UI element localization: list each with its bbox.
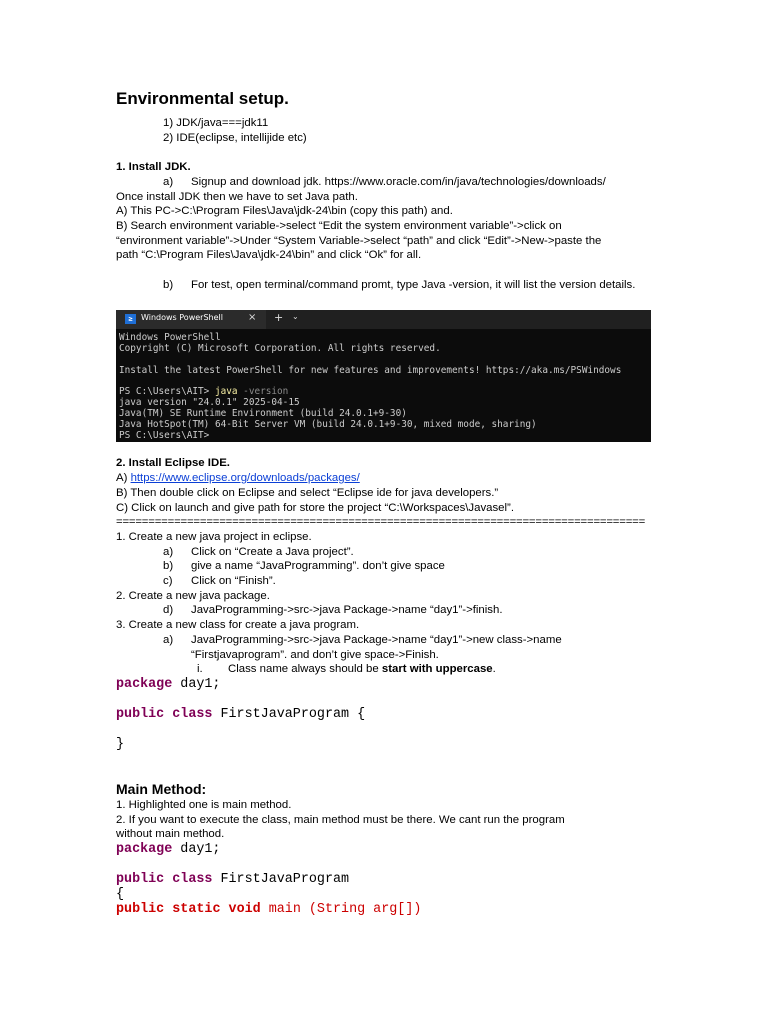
list-label: b) bbox=[163, 278, 174, 291]
paragraph-line: B) Then double click on Eclipse and select “Eclipse ide for java developers.” bbox=[116, 486, 499, 499]
step-heading: 3. Create a new class for create a java program. bbox=[116, 619, 360, 632]
list-item bbox=[116, 662, 656, 677]
code-text: FirstJavaProgram bbox=[212, 872, 350, 888]
list-item bbox=[116, 545, 656, 560]
code-text: main (String arg[]) bbox=[260, 902, 422, 918]
code-text: day1; bbox=[172, 676, 221, 692]
intro-item: 2) IDE(eclipse, intellijide etc) bbox=[163, 131, 307, 144]
code-block bbox=[116, 842, 656, 917]
list-label: b) bbox=[163, 560, 174, 573]
terminal-line: java version "24.0.1" 2025-04-15 bbox=[119, 397, 300, 409]
terminal-line: Java(TM) SE Runtime Environment (build 24.0.1+9-30) bbox=[119, 407, 407, 419]
paragraph-line bbox=[116, 471, 656, 486]
list-text: Click on “Finish”. bbox=[191, 575, 276, 588]
paragraph-line: B) Search environment variable->select “Edit the system environment variable”->click on bbox=[116, 219, 562, 232]
terminal-tab[interactable] bbox=[116, 310, 266, 329]
section-heading-eclipse: 2. Install Eclipse IDE. bbox=[116, 457, 230, 470]
code-line: { bbox=[116, 887, 125, 903]
list-label: c) bbox=[163, 575, 173, 588]
terminal-screenshot bbox=[116, 310, 651, 442]
list-label: i. bbox=[197, 663, 203, 676]
code-text: day1; bbox=[172, 842, 221, 858]
list-label: a) bbox=[163, 545, 174, 558]
list-item bbox=[116, 559, 656, 574]
step-heading: 1. Create a new java project in eclipse. bbox=[116, 530, 312, 543]
list-label: d) bbox=[163, 604, 174, 617]
close-icon[interactable]: × bbox=[248, 312, 257, 324]
list-item-continued: “Firstjavaprogram”. and don’t give space->Finish. bbox=[191, 648, 439, 661]
chevron-down-icon[interactable]: ⌄ bbox=[292, 312, 299, 322]
page-title: Environmental setup. bbox=[116, 89, 289, 108]
list-text: Signup and download jdk. https://www.oracle.com/in/java/technologies/downloads/ bbox=[191, 175, 606, 188]
terminal-prompt: PS C:\Users\AIT> bbox=[119, 429, 210, 441]
list-item bbox=[116, 574, 656, 589]
paragraph-line: without main method. bbox=[116, 828, 225, 841]
paragraph-line: Once install JDK then we have to set Java path. bbox=[116, 190, 358, 203]
terminal-line: Java HotSpot(TM) 64-Bit Server VM (build 24.0.1+9-30, mixed mode, sharing) bbox=[119, 418, 537, 430]
paragraph-line: C) Click on launch and give path for store the project “C:\Workspaces\Javasel”. bbox=[116, 501, 515, 514]
code-keyword: class bbox=[172, 872, 213, 888]
section-heading-main-method: Main Method: bbox=[116, 780, 207, 797]
code-line-main-method bbox=[116, 902, 656, 917]
code-block bbox=[116, 677, 656, 752]
list-item bbox=[116, 633, 656, 648]
list-text: JavaProgramming->src->java Package->name “day1”->finish. bbox=[191, 604, 503, 617]
list-item bbox=[116, 603, 656, 618]
list-text: Class name always should be bbox=[228, 663, 382, 676]
code-line bbox=[116, 677, 656, 692]
code-line: } bbox=[116, 736, 125, 752]
terminal-tab-title: Windows PowerShell bbox=[141, 313, 223, 323]
terminal-command: java bbox=[214, 386, 238, 398]
emphasis-text: start with uppercase bbox=[381, 663, 493, 676]
list-text: For test, open terminal/command promt, type Java -version, it will list the version details. bbox=[191, 278, 636, 291]
code-text: FirstJavaProgram { bbox=[212, 706, 366, 722]
code-line bbox=[116, 842, 656, 857]
list-text: JavaProgramming->src->java Package->name “day1”->new class->name bbox=[191, 633, 562, 646]
paragraph-line: A) This PC->C:\Program Files\Java\jdk-24\bin (copy this path) and. bbox=[116, 205, 453, 218]
list-text: give a name “JavaProgramming”. don’t give space bbox=[191, 560, 445, 573]
list-text: . bbox=[492, 663, 496, 676]
document-page bbox=[116, 88, 656, 917]
code-keyword: public bbox=[116, 706, 165, 722]
list-text: Click on “Create a Java project”. bbox=[191, 545, 354, 558]
terminal-tab-bar bbox=[116, 310, 651, 329]
paragraph-line: path “C:\Program Files\Java\jdk-24\bin” and click “Ok” for all. bbox=[116, 249, 422, 262]
terminal-line: Windows PowerShell bbox=[119, 332, 221, 344]
terminal-prompt: PS C:\Users\AIT> bbox=[119, 386, 215, 398]
eclipse-download-link[interactable]: https://www.eclipse.org/downloads/packages/ bbox=[130, 472, 360, 485]
list-label: A) bbox=[116, 472, 131, 485]
terminal-output bbox=[116, 329, 651, 441]
code-line bbox=[116, 872, 656, 887]
code-keyword: class bbox=[172, 706, 213, 722]
section-heading-jdk: 1. Install JDK. bbox=[116, 161, 191, 174]
paragraph-line: “environment variable”->Under “System Variable->select “path” and click “Edit”->New->paste the bbox=[116, 234, 602, 247]
code-line bbox=[116, 707, 656, 722]
code-keyword: public bbox=[116, 872, 165, 888]
powershell-icon: ≥ bbox=[125, 314, 136, 324]
intro-item: 1) JDK/java===jdk11 bbox=[163, 117, 269, 129]
list-label: a) bbox=[163, 175, 174, 188]
paragraph-line: 1. Highlighted one is main method. bbox=[116, 798, 292, 811]
paragraph-line: 2. If you want to execute the class, main method must be there. We cant run the program bbox=[116, 813, 565, 826]
code-keyword: package bbox=[116, 842, 173, 858]
code-keyword: static bbox=[172, 902, 221, 918]
list-label: a) bbox=[163, 633, 174, 646]
list-item bbox=[116, 278, 656, 293]
separator-line: ================================================================================== bbox=[116, 516, 646, 529]
code-keyword: void bbox=[228, 902, 261, 918]
terminal-line: Install the latest PowerShell for new features and improvements! https://aka.ms/PSWindows bbox=[119, 364, 622, 376]
plus-icon[interactable]: + bbox=[274, 311, 284, 325]
code-keyword: public bbox=[116, 902, 165, 918]
terminal-line: Copyright (C) Microsoft Corporation. All rights reserved. bbox=[119, 343, 441, 355]
step-heading: 2. Create a new java package. bbox=[116, 589, 270, 602]
list-item bbox=[116, 175, 656, 190]
code-keyword: package bbox=[116, 676, 173, 692]
terminal-argument: -version bbox=[237, 386, 289, 398]
